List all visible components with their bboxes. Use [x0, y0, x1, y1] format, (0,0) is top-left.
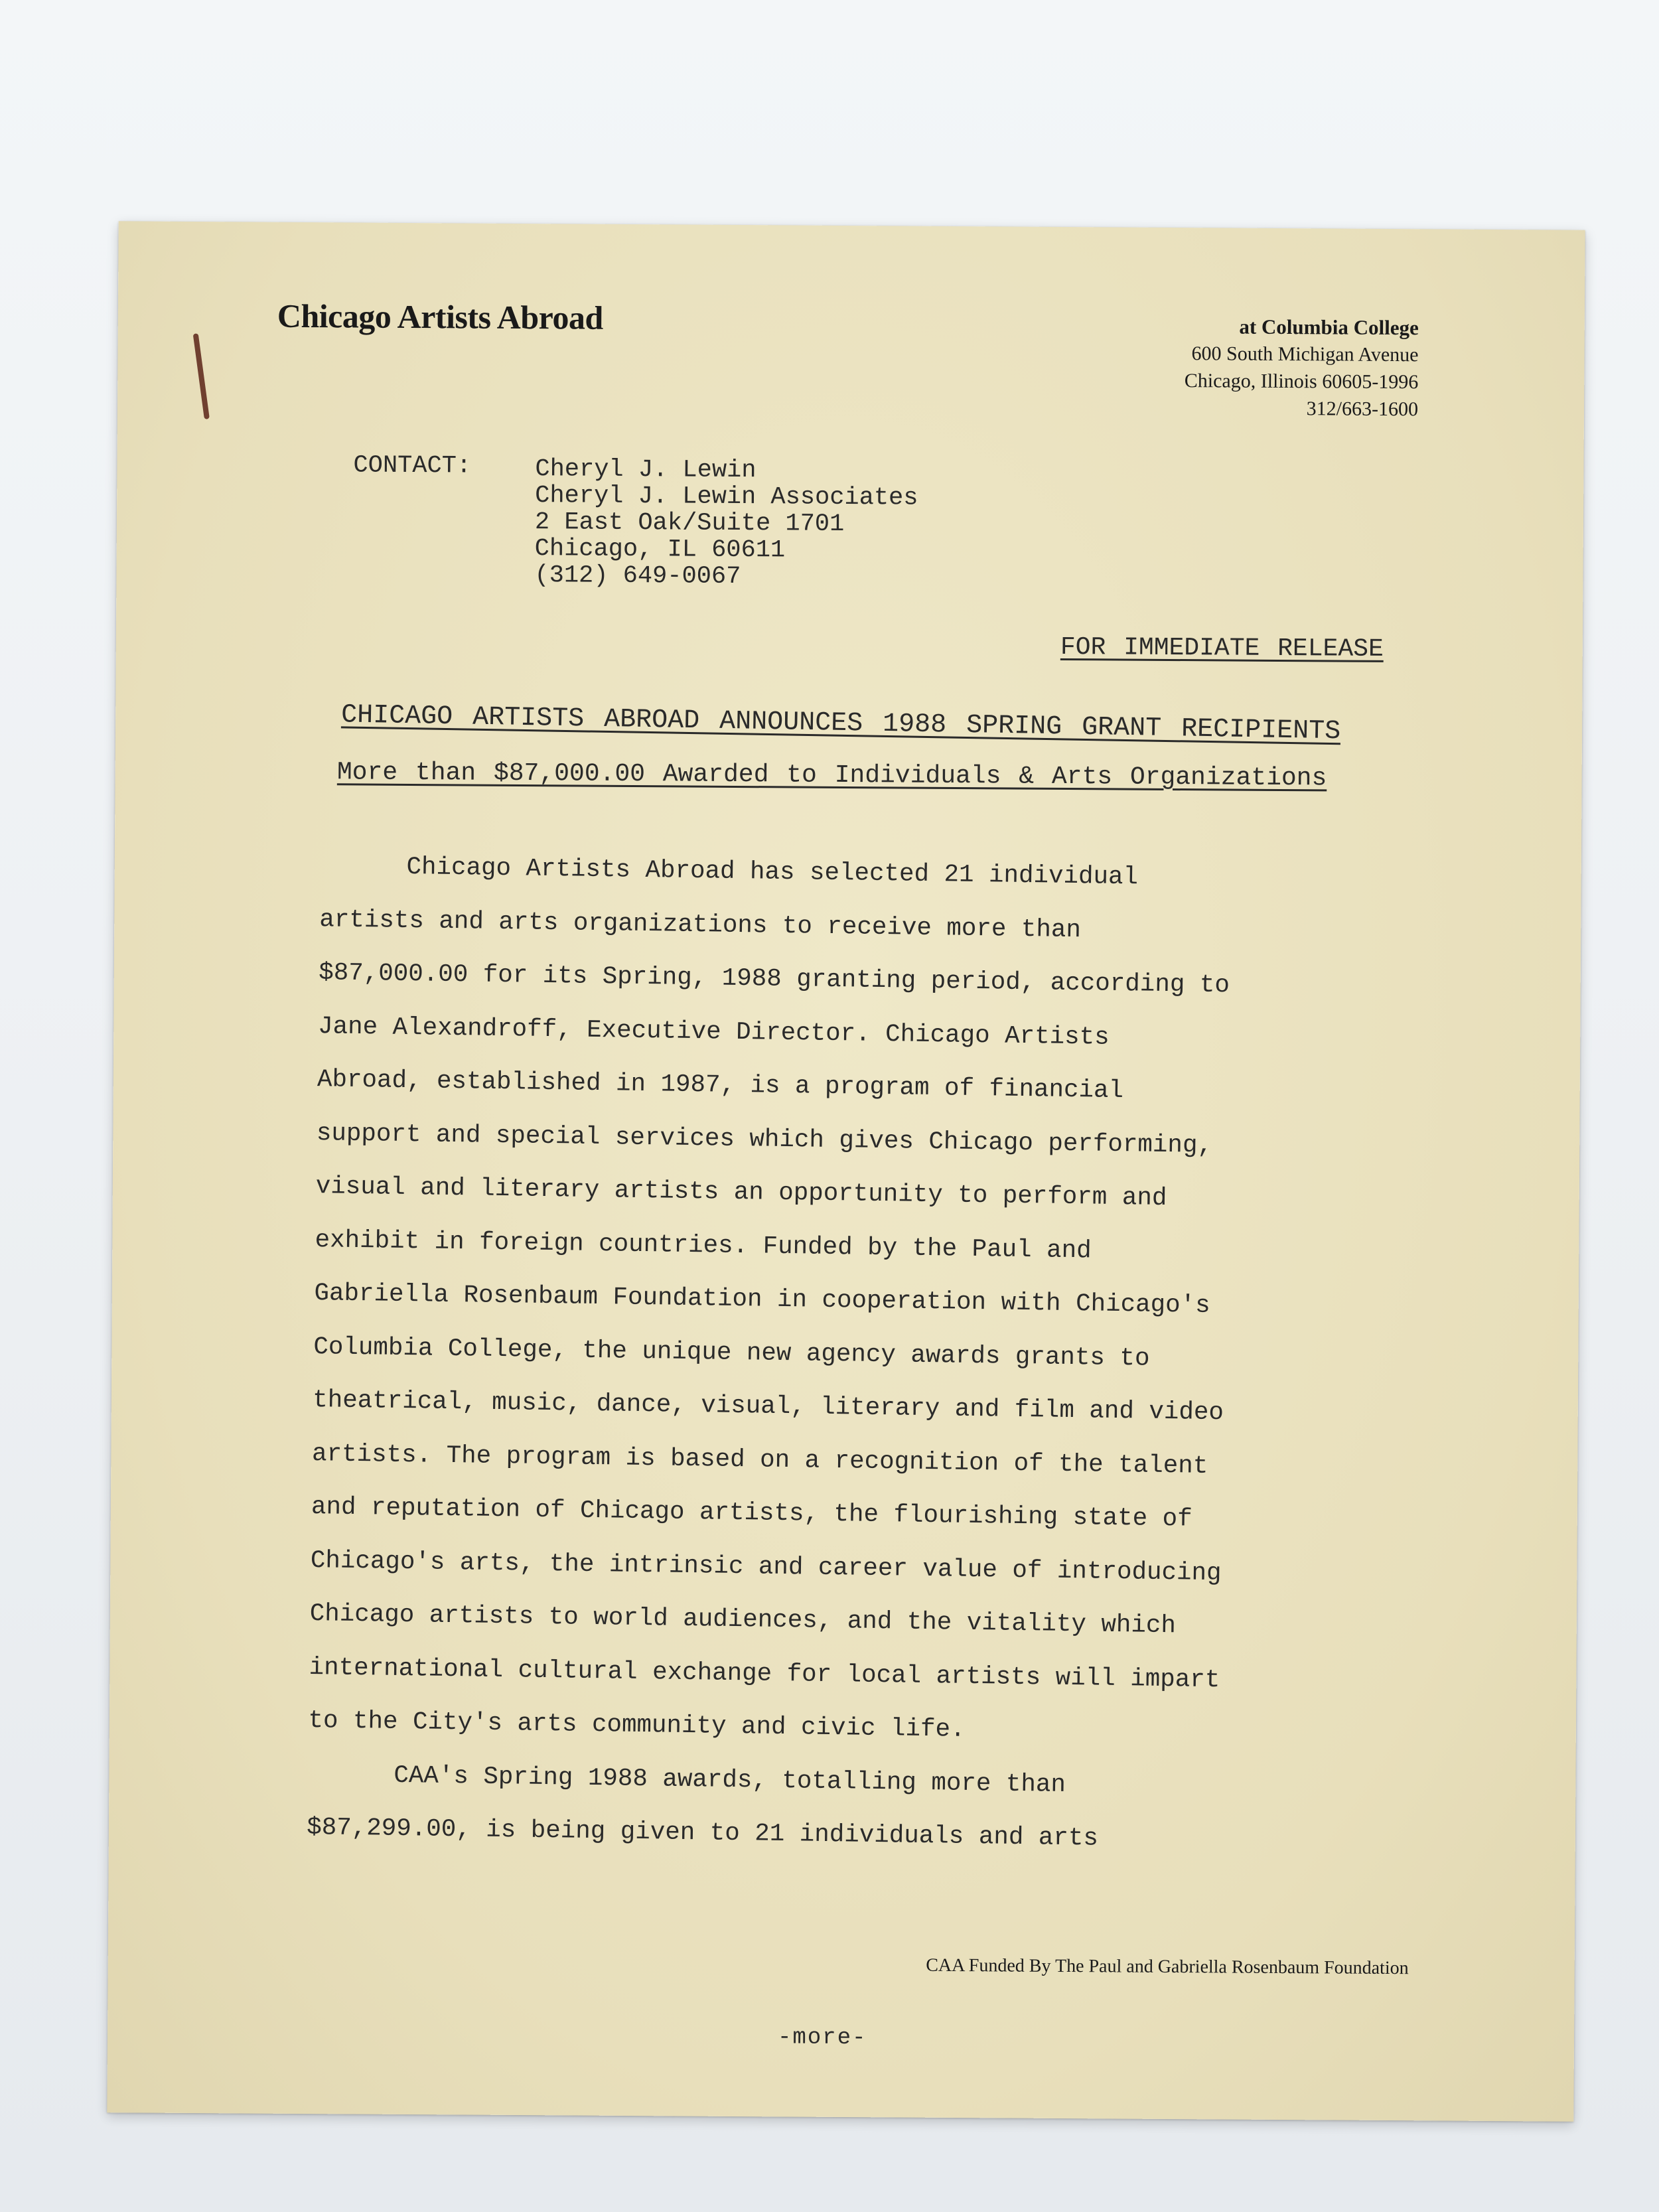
more-marker: -more-	[777, 2025, 867, 2051]
press-release-sheet	[107, 221, 1585, 2121]
letterhead-phone: 312/663-1600	[1306, 398, 1419, 421]
body-line: artists. The program is based on a recognition of the talent	[311, 1439, 1208, 1481]
body-line: visual and literary artists an opportunity to perform and	[315, 1173, 1167, 1213]
contact-label: CONTACT:	[353, 451, 472, 480]
body-text	[307, 840, 1462, 1870]
body-line: artists and arts organizations to receive more than	[319, 905, 1082, 944]
letterhead-college: at Columbia College	[1239, 315, 1419, 340]
letterhead-org-name: Chicago Artists Abroad	[277, 297, 603, 336]
body-line: international cultural exchange for local artists will impart	[309, 1653, 1220, 1694]
body-line: $87,000.00 for its Spring, 1988 granting period, according to	[318, 959, 1230, 1000]
body-line: theatrical, music, dance, visual, literary and film and video	[312, 1386, 1224, 1428]
body-line: support and special services which gives Chicago performing,	[316, 1119, 1213, 1160]
contact-block	[534, 456, 918, 591]
body-line: Gabriella Rosenbaum Foundation in cooperation with Chicago's	[314, 1280, 1210, 1320]
headline: CHICAGO ARTISTS ABROAD ANNOUNCES 1988 SPRING GRANT RECIPIENTS	[340, 700, 1341, 747]
body-line: Jane Alexandroff, Executive Director. Chicago Artists	[317, 1012, 1110, 1052]
body-line: Abroad, established in 1987, is a program of financial	[317, 1066, 1124, 1106]
body-line: Columbia College, the unique new agency awards grants to	[313, 1333, 1150, 1373]
body-line: $87,299.00, is being given to 21 individuals and arts	[306, 1814, 1099, 1853]
contact-city: Chicago, IL 60611	[534, 535, 786, 565]
contact-street: 2 East Oak/Suite 1701	[534, 508, 845, 538]
release-notice: FOR IMMEDIATE RELEASE	[1060, 632, 1384, 664]
body-line: CAA's Spring 1988 awards, totalling more than	[394, 1761, 1066, 1799]
footer-funding-note: CAA Funded By The Paul and Gabriella Rosenbaum Foundation	[926, 1954, 1409, 1979]
letterhead-address	[1184, 313, 1418, 423]
body-line: Chicago artists to world audiences, and the vitality which	[309, 1600, 1177, 1641]
body-line: and reputation of Chicago artists, the flourishing state of	[311, 1493, 1192, 1534]
body-line: Chicago Artists Abroad has selected 21 individual	[406, 853, 1139, 892]
pen-mark	[193, 333, 210, 419]
subheadline: More than $87,000.00 Awarded to Individuals & Arts Organizations	[336, 758, 1327, 793]
letterhead-street: 600 South Michigan Avenue	[1191, 342, 1419, 366]
letterhead-city: Chicago, Illinois 60605-1996	[1184, 370, 1419, 394]
body-line: exhibit in foreign countries. Funded by the Paul and	[315, 1226, 1092, 1265]
contact-phone: (312) 649-0067	[534, 561, 741, 591]
body-line: to the City's arts community and civic life.	[308, 1707, 966, 1744]
contact-name: Cheryl J. Lewin	[535, 455, 757, 485]
body-line: Chicago's arts, the intrinsic and career value of introducing	[310, 1546, 1222, 1587]
contact-company: Cheryl J. Lewin Associates	[535, 482, 918, 512]
